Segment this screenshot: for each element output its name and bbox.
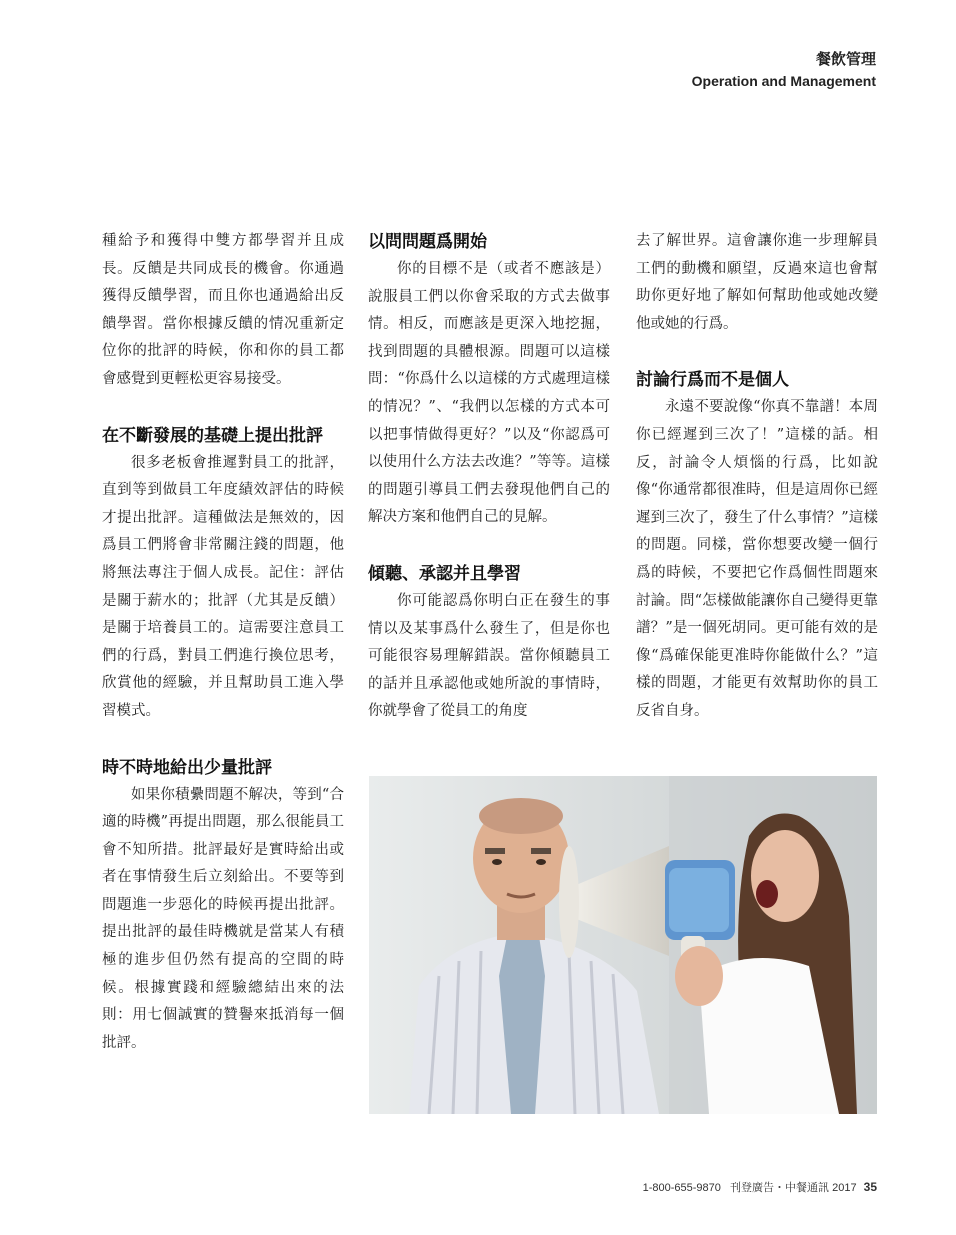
paragraph: 你的目標不是（或者不應該是）說服員工們以你會采取的方式去做事情。相反，而應該是更深入地挖掘，找到問題的具體根源。問題可以這樣問：“你爲什么以這樣的方式處理這樣的情况？”、“我們以怎樣的方式本可以把事情做得更好？”以及“你認爲可以使用什么方法去改進？”等等。這樣的問題引導員工們去發現他們自己的解决方案和他們自己的見解。 <box>368 261 610 526</box>
megaphone-illustration <box>369 776 877 1114</box>
subheading: 討論行爲而不是個人 <box>636 370 789 391</box>
article-photo <box>369 776 877 1114</box>
paragraph: 你可能認爲你明白正在發生的事情以及某事爲什么發生了，但是你也可能很容易理解錯誤。當你傾聽員工的話并且承認他或她所說的事情時，你就學會了從員工的角度 <box>368 592 610 720</box>
column-1 <box>102 228 344 1057</box>
paragraph: 種給予和獲得中雙方都學習并且成長。反饋是共同成長的機會。你通過獲得反饋學習，而且你也通過給出反饋學習。當你根據反饋的情况重新定位你的批評的時候，你和你的員工都會感覺到更輕松更容易接受。 <box>102 233 344 387</box>
subheading: 時不時地給出少量批評 <box>102 757 272 778</box>
publication-name: 刊登廣告・中餐通訊 2017 <box>730 1182 857 1194</box>
column-3 <box>636 228 878 726</box>
section-title-zh: 餐飲管理 <box>815 50 876 68</box>
section-header <box>692 48 876 89</box>
paragraph: 如果你積纍問題不解决，等到“合適的時機”再提出問題，那么很能員工會不知所措。批評最好是實時給出或者在事情發生后立刻給出。不要等到問題進一步惡化的時候再提出批評。提出批評的最佳時機就是當某人有積極的進步但仍然有提高的空間的時候。根據實踐和經驗總結出來的法則：用七個誠實的贊譽來抵消每一個批評。 <box>102 786 344 1051</box>
page-number: 35 <box>863 1180 877 1194</box>
subheading: 以問問題爲開始 <box>368 232 487 252</box>
section-title-en: Operation and Management <box>691 73 876 89</box>
subheading: 在不斷發展的基礎上提出批評 <box>102 425 323 446</box>
page-footer <box>643 1179 877 1195</box>
paragraph: 很多老板會推遲對員工的批評，直到等到做員工年度績效評估的時候才提出批評。這種做法是無效的，因爲員工們將會非常關注錢的問題，他將無法專注于個人成長。記住：評估是關于薪水的；批評（尤其是反饋）是關于培養員工的。這需要注意員工們的行爲，對員工們進行換位思考，欣賞他的經驗，并且幫助員工進入學習模式。 <box>102 454 344 719</box>
paragraph: 去了解世界。這會讓你進一步理解員工們的動機和願望，反過來這也會幫助你更好地了解如何幫助他或她改變他或她的行爲。 <box>636 233 878 332</box>
column-2 <box>368 228 610 726</box>
subheading: 傾聽、承認并且學習 <box>368 563 521 584</box>
phone-number: 1-800-655-9870 <box>642 1182 721 1194</box>
paragraph: 永遠不要說像“你真不靠譜！本周你已經遲到三次了！”這樣的話。相反，討論令人煩惱的行爲，比如說像“你通常都很准時，但是這周你已經遲到三次了，發生了什么事情？”這樣的問題。同樣，當你想要改變一個行爲的時候，不要把它作爲個性問題來討論。問“怎樣做能讓你自己變得更靠譜？”是一個死胡同。更可能有效的是像“爲確保能更准時你能做什么？”這樣的問題，才能更有效幫助你的員工反省自身。 <box>636 399 878 719</box>
